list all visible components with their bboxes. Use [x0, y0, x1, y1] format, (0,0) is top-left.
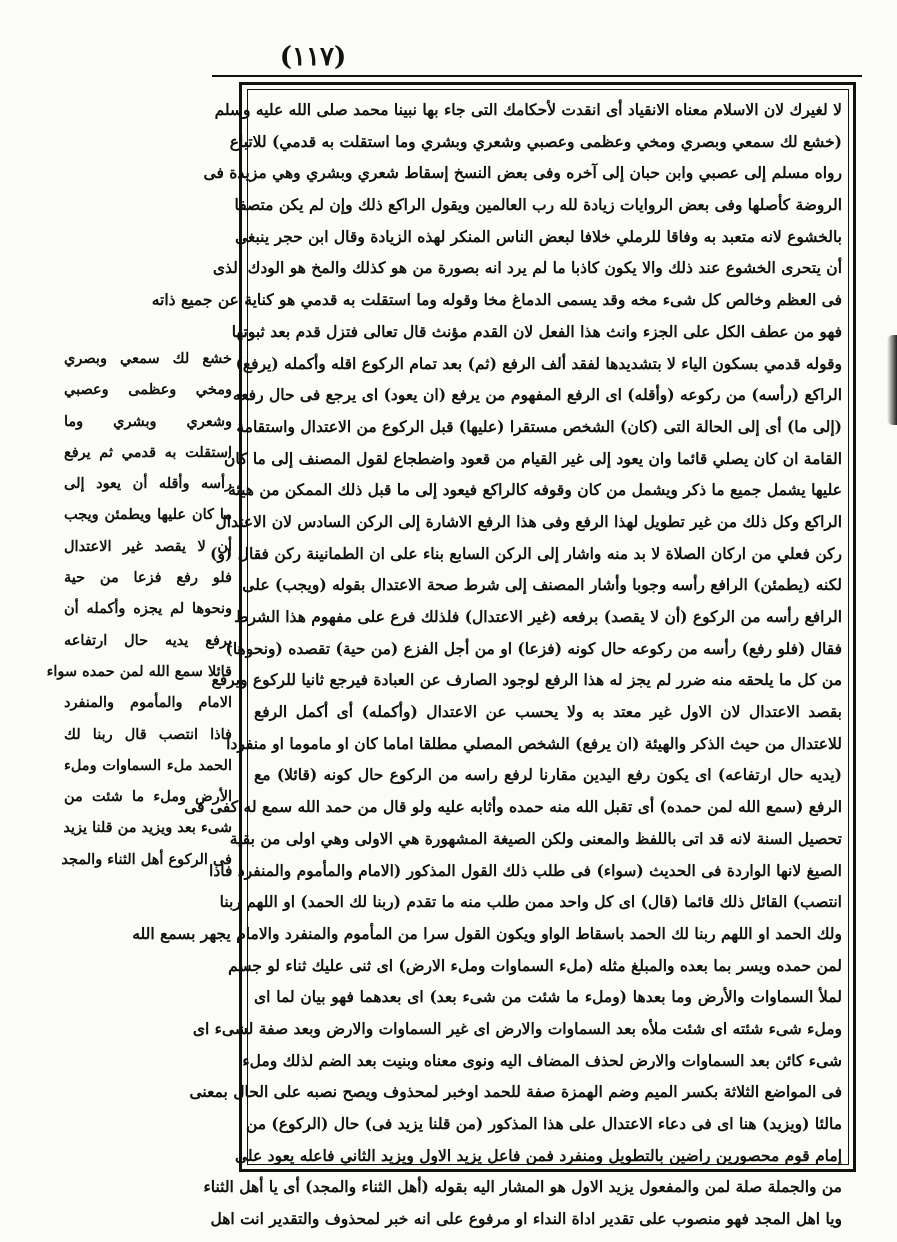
text-line: (خشع لك سمعي وبصري ومخي وعظمى وعصبي وشعري وبشري وما استقلت به قدمي) للاتباع [229, 131, 842, 151]
text-line: لمن حمده ويسر بما بعده والمبلغ مثله (ملء السماوات وملء الارض) اى ثنى عليك ثناء لو جسم [228, 955, 842, 975]
text-line: الصيغ لانها الواردة فى الحديث (سواء) فى طلب ذلك القول المذكور (الامام والمأموم والمنفرد فاذا [209, 860, 842, 880]
header-rule [212, 75, 862, 77]
text-line: تحصيل السنة لانه قد اتى باللفظ والمعنى ولكن الصيغة المشهورة هي الاولى وهي اولى من بقية [229, 828, 842, 848]
text-line: عليها يشمل جميع ما ذكر ويشمل من كان وقوفه كالراكع فيعود إلى ما قبل ذلك الممكن من هيئة [228, 480, 842, 500]
text-line: لا لغيرك لان الاسلام معناه الانقياد أى انقدت لأحكامك التى جاء بها نبينا محمد صلى الله عليه وسلم [214, 100, 842, 119]
margin-line: شىء بعد ويزيد من قلنا يزيد [63, 819, 232, 837]
margin-line: يرفع يديه حال ارتفاعه [64, 631, 232, 649]
margin-matn-text [46, 343, 232, 875]
text-line: مالئا (ويزيد) هنا اى فى دعاء الاعتدال على هذا المذكور (من قلنا يزيد فى) حال (الركوع) من [245, 1114, 842, 1133]
text-line: الرفع (سمع الله لمن حمده) أى تقبل الله منه حمده وأثابه عليه ولو قال من حمد الله سمع له كفى فى [184, 797, 842, 817]
margin-line: أن لا يقصد غير الاعتدال [64, 537, 232, 555]
text-line: فى المواضع الثلاثة بكسر الميم وضم الهمزة صفة للحمد اوخبر لمحذوف ويصح نصبه على الحال بمعنى [189, 1082, 842, 1102]
text-line: فى العظم وخالص كل شىء مخه وقد يسمى الدماغ مخا وقوله وما استقلت به قدمي هو كناية عن جميع ذاته [151, 290, 842, 310]
text-line: وقوله قدمي بسكون الياء لا بتشديدها لفقد ألف الرفع (ثم) بعد تمام الركوع اقله وأكمله (يرفع) [235, 353, 842, 373]
text-line: رواه مسلم إلى عصبي وابن حبان إلى آخره وفى بعض النسخ إسقاط شعري وبشري وهي مزيدة فى [203, 163, 842, 183]
page-edge-shadow [887, 335, 897, 425]
text-line: من والجملة صلة لمن والمفعول يزيد الاول هو المشار اليه بقوله (أهل الثناء والمجد) أى يا أهل الثناء [203, 1177, 842, 1197]
margin-line: فاذا انتصب قال ربنا لك [64, 725, 232, 743]
text-line: (إلى ما) أى إلى الحالة التى (كان) الشخص مستقرا (عليها) قبل الركوع من الاعتدال واستقامة [236, 416, 842, 436]
margin-line: الامام والمأموم والمنفرد [64, 694, 232, 712]
text-line: (يديه حال ارتفاعه) اى يكون رفع اليدين مقارنا لرفع راسه من الركوع حال كونه (قائلا) مع [254, 765, 842, 785]
text-line: ويا اهل المجد فهو منصوب على تقدير اداة النداء او مرفوع على انه خبر لمحذوف والتقدير انت اهل [210, 1209, 842, 1229]
margin-line: ومخي وعظمى وعصبي [64, 381, 232, 399]
text-line: من كل ما يلحقه منه ضرر لم يجز له هذا الرفع لوجود الصارف عن العبادة فيرجع ثانيا للركوع ويرفع [211, 670, 842, 690]
text-line: بالخشوع لانه متعبد به وفاقا للرملي خلافا لبعض الناس المنكر لهذه الزيادة وقال ابن حجر ينبغى [235, 226, 842, 246]
margin-line: فلو رفع فزعا من حية [64, 569, 232, 587]
text-line: الراكع (رأسه) من ركوعه (وأقله) اى الرفع المفهوم من يرفع (ان يعود) اى يرجع فى حال رفعه [232, 385, 842, 405]
text-line: للاعتدال من حيث الذكر والهيئة (ان يرفع) الشخص المصلي مطلقا اماما كان او ماموما او منفردا [226, 733, 842, 753]
margin-line: استقلت به قدمي ثم يرفع [64, 443, 232, 461]
text-line: لملأ السماوات والأرض وما بعدها (وملء ما شئت من شىء بعد) اى بعدهما فهو بيان لما اى [254, 987, 842, 1007]
margin-line: ما كان عليها ويطمئن ويجب [64, 506, 232, 524]
text-line: ركن فعلي من اركان الصلاة لا بد منه واشار إلى الركن السابع بناء على ان الطمانينة ركن فقال (و) [210, 543, 842, 563]
margin-line: وشعري وبشري وما [64, 412, 232, 430]
text-line: لكنه (يطمئن) الرافع رأسه وجوبا وأشار المصنف إلى شرط صحة الاعتدال بقوله (ويجب) على [242, 575, 842, 595]
text-line: ولك الحمد او اللهم ربنا لك الحمد باسقاط الواو ويكون القول سرا من المأموم والمنفرد والامام يجهر بسمع الله [132, 923, 842, 943]
margin-line: الأرض وملء ما شئت من [64, 788, 232, 806]
margin-line: خشع لك سمعي وبصري [64, 350, 232, 367]
text-line: فهو من عطف الكل على الجزء وانث هذا الفعل لان القدم مؤنث قال تعالى فتزل قدم بعد ثبوتها [231, 321, 842, 341]
text-line: وملء شىء شئته اى شئت ملأه بعد السماوات والارض اى غير السماوات والارض وبعد صفة لشىء اى [192, 1018, 842, 1038]
text-line: بقصد الاعتدال لان الاول غير معتد به ولا يحسب عن الاعتدال (وأكمله) أى أكمل الرفع [254, 702, 842, 722]
text-line: إمام قوم محصورين راضين بالتطويل ومنفرد فمن فاعل يزيد الاول ويزيد الثاني فاعله يعود على [234, 1145, 842, 1165]
text-line: الراكع وكل ذلك من غير تطويل لهذا الرفع وفى هذا الرفع الاشارة إلى الركن السادس لان الاعتدال [215, 511, 842, 531]
page-number: (١١٧) [279, 42, 347, 72]
text-line: الروضة كأصلها وفى بعض الروايات زيادة لله رب العالمين ويقول الراكع ذلك وإن لم يكن متصفا [234, 195, 842, 215]
margin-line: ونحوها لم يجزه وأكمله أن [64, 600, 232, 618]
text-line: القامة ان كان يصلي قائما وان يعود إلى غير القيام من قعود واضطجاع لقول المصنف إلى ما كان [223, 448, 842, 468]
margin-line: قائلا سمع الله لمن حمده سواء [46, 662, 232, 680]
text-line: شىء كائن بعد السماوات والارض لحذف المضاف اليه ونوى معناه وبنيت بعد الضم لذلك وملء [242, 1050, 842, 1070]
text-line: الرافع رأسه من الركوع (أن لا يقصد) برفعه (غير الاعتدال) فلذلك فرع على مفهوم هذا الشرط [234, 607, 842, 626]
text-line: أن يتحرى الخشوع عند ذلك والا يكون كاذبا ما لم يرد انه بصورة من هو كذلك والمخ هو الودك الذى [212, 258, 842, 278]
margin-line: رأسه وأقله أن يعود إلى [64, 475, 232, 493]
text-line: فقال (فلو رفع) رأسه من ركوعه حال كونه (فزعا) او من أجل الفزع (من حية) تقصده (ونحوها) [225, 638, 842, 658]
text-line: انتصب) القائل ذلك قائما (قال) اى كل واحد ممن طلب منه ما تقدم (ربنا لك الحمد) او اللهم ربنا [219, 892, 842, 912]
margin-line: الحمد ملء السماوات وملء [64, 756, 232, 774]
margin-line: فى الركوع أهل الثناء والمجد [61, 850, 232, 868]
